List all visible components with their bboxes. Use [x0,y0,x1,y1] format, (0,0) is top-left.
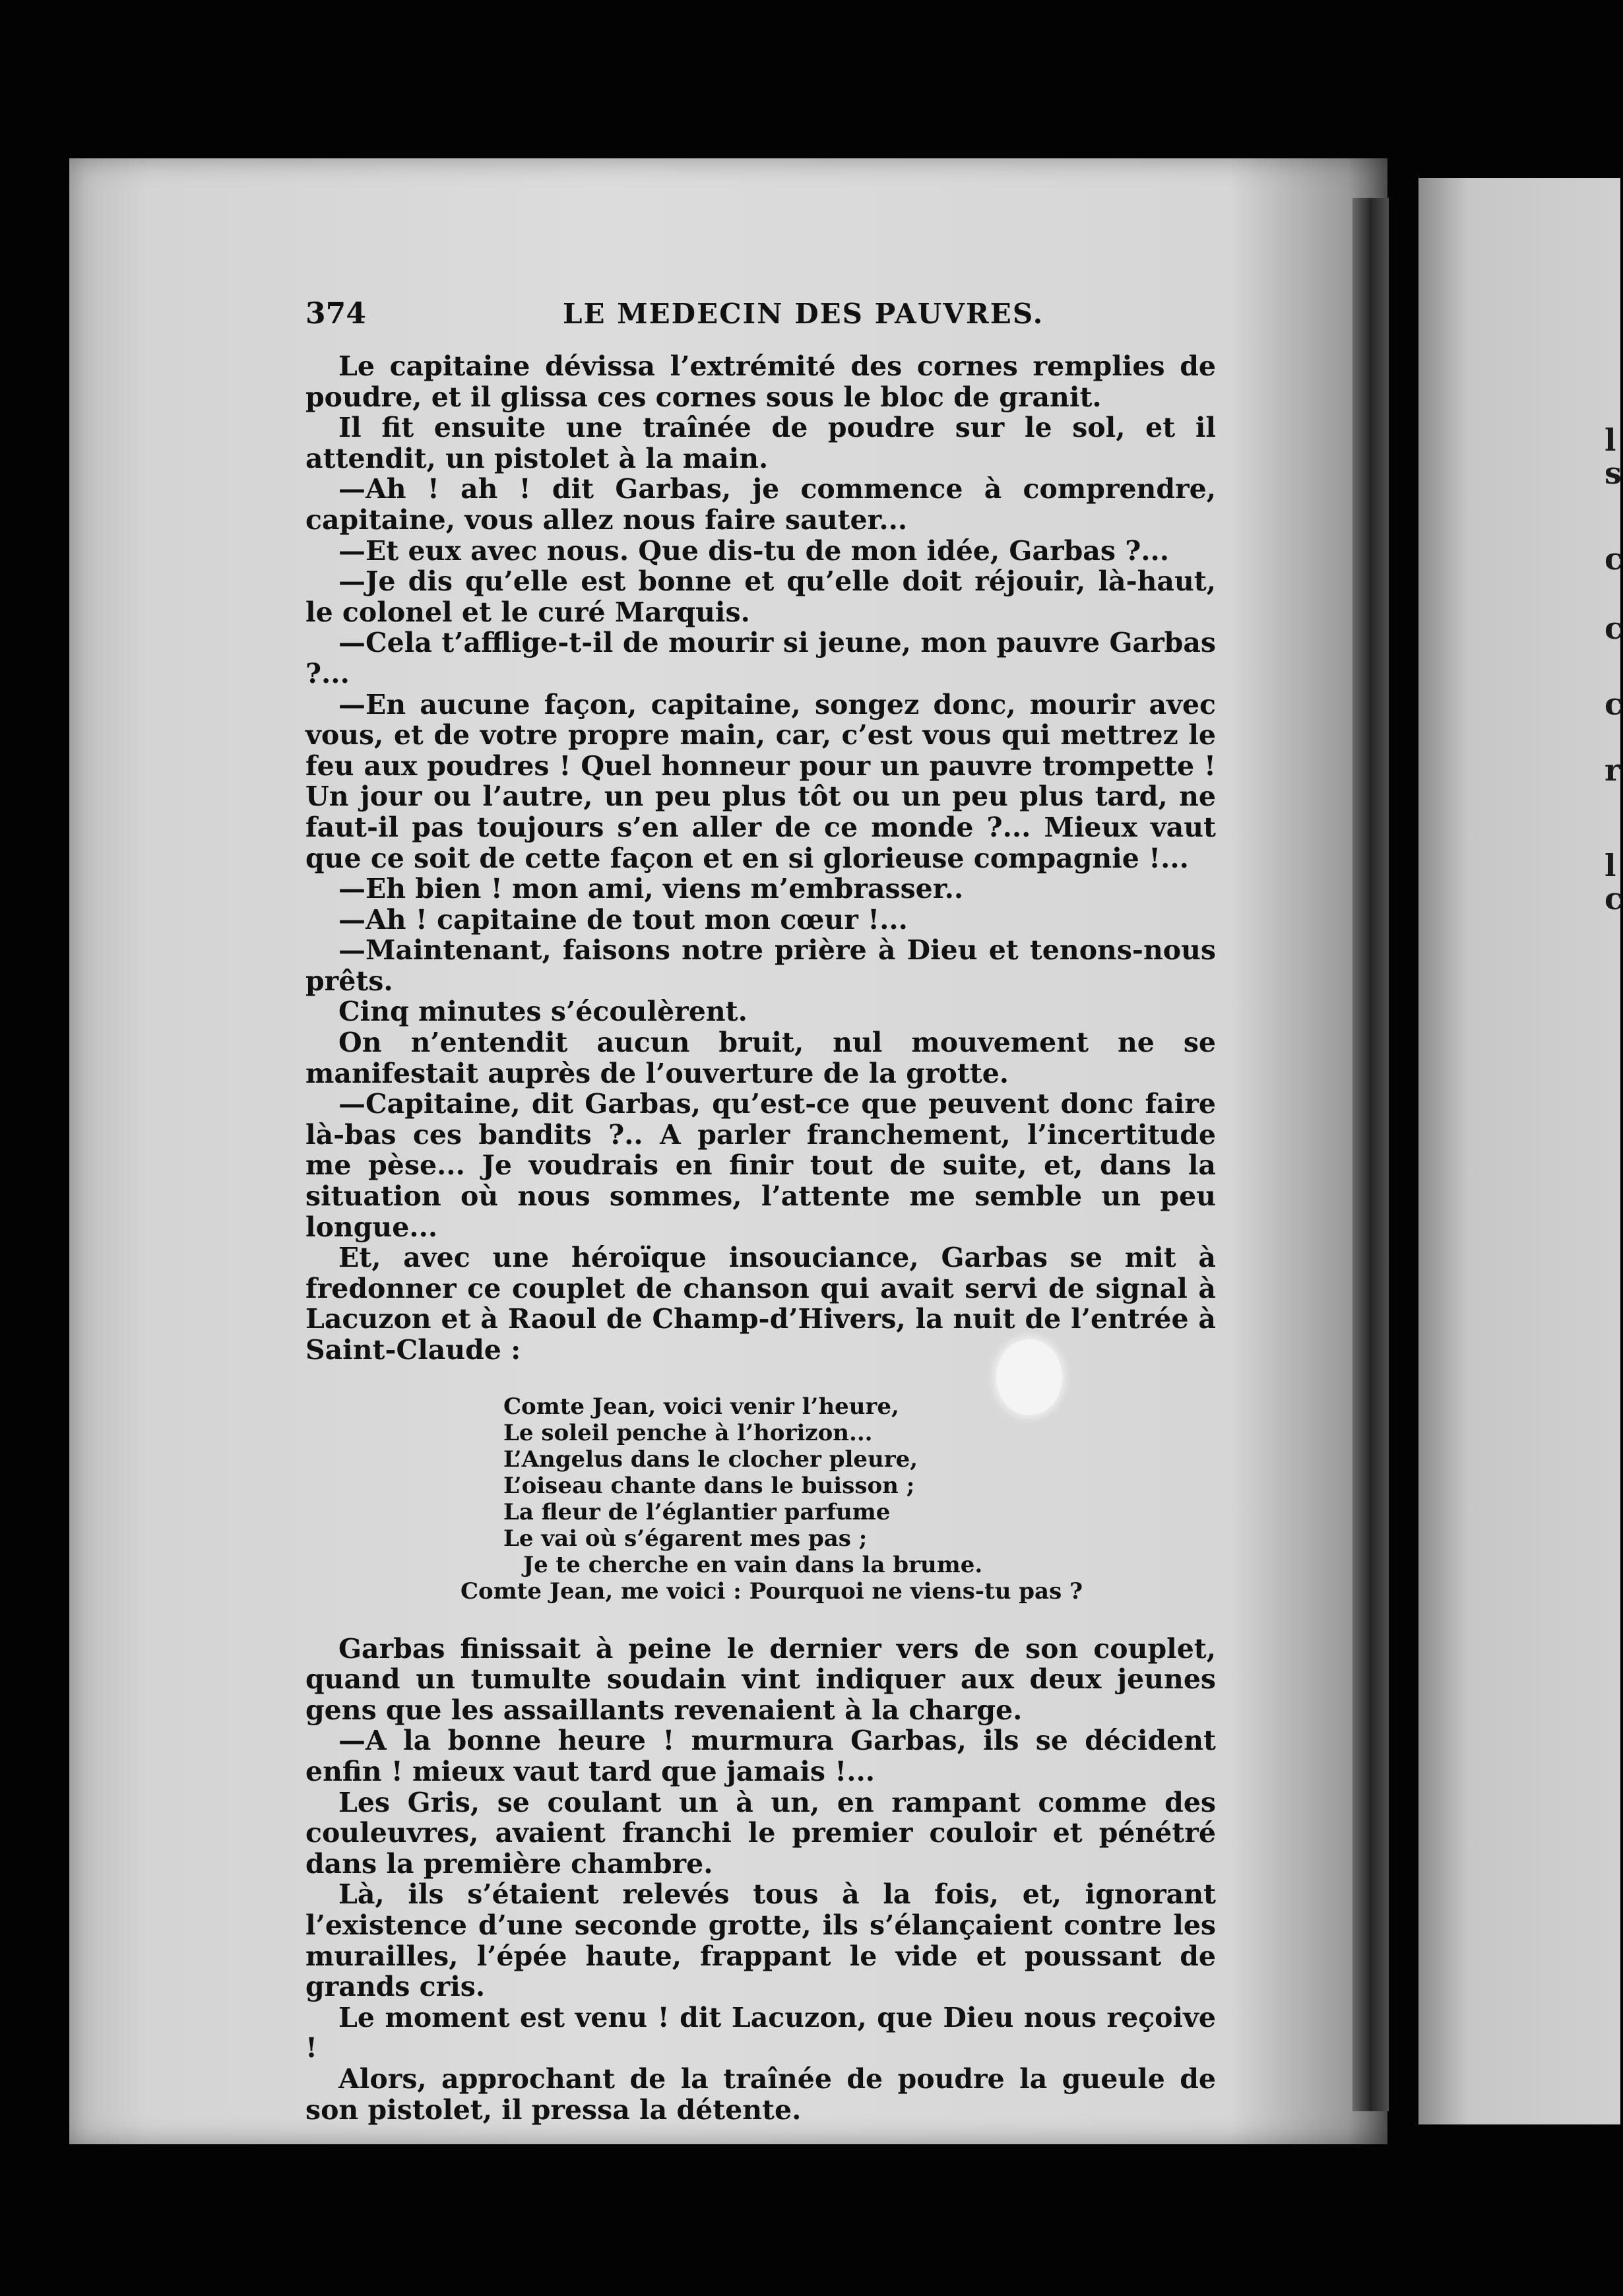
adjacent-page [1418,178,1620,2124]
paragraph: —Ah ! ah ! dit Garbas, je commence à comprendre, capitaine, vous allez nous faire sauter... [305,473,1216,536]
paragraph: Les Gris, se coulant un à un, en rampant comme des couleuvres, avaient franchi le premier couloir et pénétré dans la première chambre. [305,1786,1216,1880]
verse-line: L’oiseau chante dans le buisson ; [503,1472,915,1499]
paragraph: Et, avec une héroïque insouciance, Garbas se mit à fredonner ce couplet de chanson qui avait servi de signal à Lacuzon et à Raoul de Champ-d’Hivers, la nuit de l’entrée à Saint-Claude : [305,1242,1216,1366]
paragraph: Alors, approchant de la traînée de poudre la gueule de son pistolet, il pressa la détente. [305,2062,1216,2126]
page-gutter-shadow [1352,198,1389,2111]
running-head [305,297,1216,343]
paragraph: On n’entendit aucun bruit, nul mouvement ne se manifestait auprès de l’ouverture de la grotte. [305,1027,1216,1089]
fragment-glyph: c [1605,686,1623,722]
verse-line: Le vai où s’égarent mes pas ; [503,1525,868,1552]
fragment-glyph: s [1605,455,1622,491]
verse-line: Comte Jean, me voici : Pourquoi ne viens-tu pas ? [461,1578,1083,1605]
fragment-glyph: r [1605,752,1621,788]
fragment-glyph: c [1605,881,1623,916]
prose-after-verse [305,1634,1216,2126]
paragraph: —Ah ! capitaine de tout mon cœur !... [338,903,908,936]
paragraph: Le capitaine dévissa l’extrémité des cornes remplies de poudre, et il glissa ces cornes sous le bloc de granit. [305,350,1216,413]
verse-line: Je te cherche en vain dans la brume. [523,1551,983,1578]
paragraph: Garbas finissait à peine le dernier vers de son couplet, quand un tumulte soudain vint indiquer aux deux jeunes gens que les assaillants revenaient à la charge. [305,1632,1216,1726]
fragment-glyph: c [1605,610,1623,646]
verse-line: Comte Jean, voici venir l’heure, [503,1393,899,1420]
paragraph: —Cela t’afflige-t-il de mourir si jeune, mon pauvre Garbas ?... [305,627,1216,689]
verse-line: L’Angelus dans le clocher pleure, [503,1446,918,1473]
page-text-block [305,297,1216,2125]
prose-before-verse [305,351,1216,1366]
running-title: LE MEDECIN DES PAUVRES. [563,298,1044,330]
paragraph: —Maintenant, faisons notre prière à Dieu et tenons-nous prêts. [305,934,1216,997]
song-verse [305,1393,1216,1605]
paragraph: —En aucune façon, capitaine, songez donc, mourir avec vous, et de votre propre main, car, c’est vous qui mettrez le feu aux poudres ! Quel honneur pour un pauvre trompette ! Un jour ou l’autre, un peu plus tôt ou un peu plus tard, ne faut-il pas toujours s’en aller de ce monde ?... Mieux vaut que ce soit de cette façon et en si glorieuse compagnie !... [305,688,1216,874]
paragraph: —Et eux avec nous. Que dis-tu de mon idée, Garbas ?... [338,534,1170,567]
fragment-glyph: c [1605,541,1623,577]
paragraph: Le moment est venu ! dit Lacuzon, que Dieu nous reçoive ! [305,2001,1216,2064]
paragraph: —Je dis qu’elle est bonne et qu’elle doit réjouir, là-haut, le colonel et le curé Marquis. [305,565,1216,628]
paragraph: —Eh bien ! mon ami, viens m’embrasser.. [338,873,964,905]
verse-line: Le soleil penche à l’horizon... [503,1419,873,1446]
paragraph: Là, ils s’étaient relevés tous à la fois, et, ignorant l’existence d’une seconde grotte, ils s’élançaient contre les murailles, l’épée haute, frappant le vide et poussant de grands cris. [305,1878,1216,2003]
verse-line: La fleur de l’églantier parfume [503,1498,891,1525]
page-number: 374 [305,297,366,331]
paragraph: Il fit ensuite une traînée de poudre sur le sol, et il attendit, un pistolet à la main. [305,412,1216,474]
paragraph: —A la bonne heure ! murmura Garbas, ils se décident enfin ! mieux vaut tard que jamais !... [305,1725,1216,1787]
fragment-glyph: l [1605,422,1616,458]
fragment-glyph: l [1605,848,1616,883]
paragraph: —Capitaine, dit Garbas, qu’est-ce que peuvent donc faire là-bas ces bandits ?.. A parler franchement, l’incertitude me pèse... Je voudrais en finir tout de suite, et, dans la situation où nous sommes, l’attente me semble un peu longue... [305,1088,1216,1243]
paragraph: Cinq minutes s’écoulèrent. [338,996,748,1028]
